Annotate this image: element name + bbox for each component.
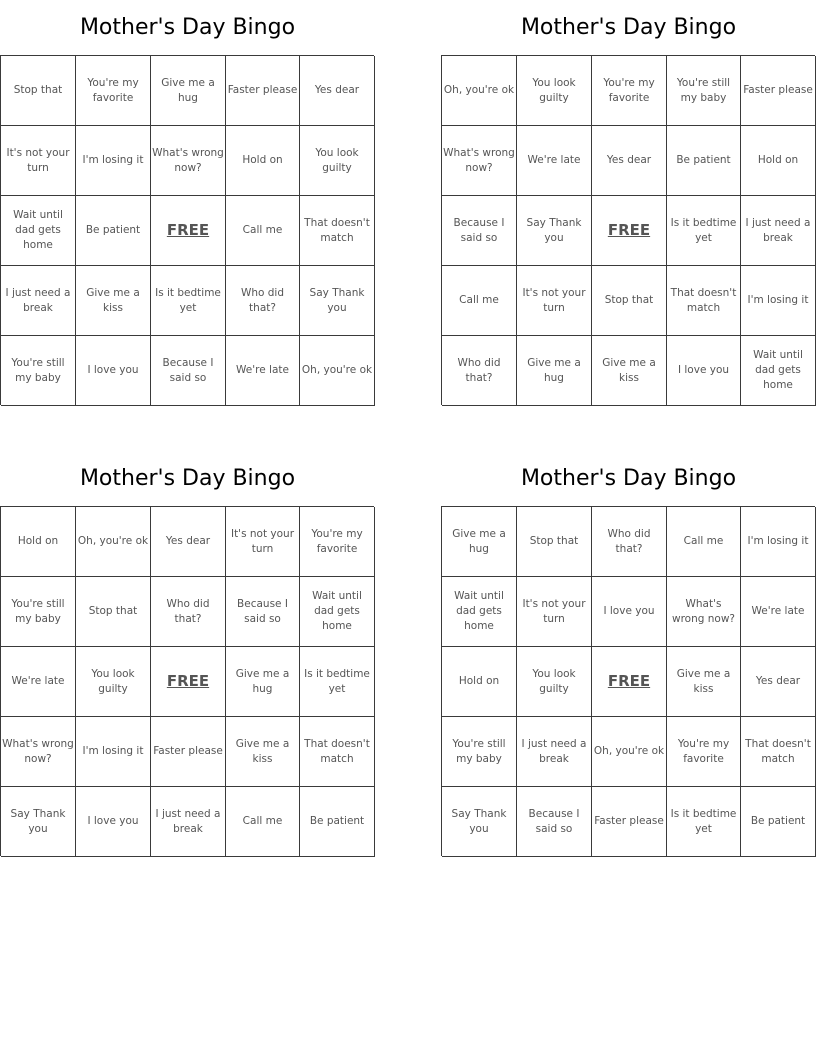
bingo-cell: Hold on	[226, 126, 300, 196]
bingo-cell: Give me a hug	[151, 56, 226, 126]
bingo-cell: You're still my baby	[1, 577, 76, 647]
bingo-cell: Hold on	[741, 126, 816, 196]
bingo-cell: Give me a hug	[226, 647, 300, 717]
bingo-cell: I love you	[667, 336, 741, 406]
bingo-cell: Wait until dad gets home	[1, 196, 76, 266]
bingo-cell: We're late	[226, 336, 300, 406]
bingo-cell: It's not your turn	[1, 126, 76, 196]
bingo-cell: Wait until dad gets home	[442, 577, 517, 647]
bingo-cell: I'm losing it	[76, 126, 151, 196]
bingo-cell: That doesn't match	[300, 717, 375, 787]
bingo-cell: It's not your turn	[226, 507, 300, 577]
bingo-cell: Yes dear	[741, 647, 816, 717]
bingo-cell: Who did that?	[151, 577, 226, 647]
bingo-cell: What's wrong now?	[442, 126, 517, 196]
bingo-cell: Hold on	[442, 647, 517, 717]
bingo-cell: Stop that	[1, 56, 76, 126]
bingo-cell: Faster please	[741, 56, 816, 126]
bingo-cell: I love you	[76, 336, 151, 406]
bingo-cell: Give me a kiss	[667, 647, 741, 717]
bingo-cell: Because I said so	[517, 787, 592, 857]
bingo-cell: I just need a break	[1, 266, 76, 336]
bingo-cell: I'm losing it	[76, 717, 151, 787]
bingo-cell: Call me	[226, 787, 300, 857]
bingo-cell: Because I said so	[226, 577, 300, 647]
bingo-grid	[441, 506, 815, 856]
bingo-cell: Say Thank you	[300, 266, 375, 336]
bingo-cell: Oh, you're ok	[300, 336, 375, 406]
bingo-cell: Is it bedtime yet	[300, 647, 375, 717]
bingo-cell: Be patient	[76, 196, 151, 266]
bingo-cell: Oh, you're ok	[592, 717, 667, 787]
bingo-cell: Call me	[226, 196, 300, 266]
bingo-cell: I love you	[76, 787, 151, 857]
bingo-cell: Yes dear	[151, 507, 226, 577]
bingo-cell: That doesn't match	[667, 266, 741, 336]
card-title: Mother's Day Bingo	[520, 15, 737, 40]
bingo-cell: Hold on	[1, 507, 76, 577]
free-space: FREE	[592, 647, 667, 717]
bingo-cell: Stop that	[592, 266, 667, 336]
bingo-cell: Yes dear	[592, 126, 667, 196]
bingo-cell: Say Thank you	[442, 787, 517, 857]
bingo-cell: That doesn't match	[741, 717, 816, 787]
bingo-cell: What's wrong now?	[151, 126, 226, 196]
free-space: FREE	[592, 196, 667, 266]
bingo-cell: It's not your turn	[517, 266, 592, 336]
bingo-cell: Say Thank you	[517, 196, 592, 266]
bingo-cell: Wait until dad gets home	[741, 336, 816, 406]
bingo-cell: We're late	[741, 577, 816, 647]
bingo-cell: Say Thank you	[1, 787, 76, 857]
bingo-cell: Oh, you're ok	[76, 507, 151, 577]
bingo-cell: Be patient	[667, 126, 741, 196]
bingo-cell: We're late	[1, 647, 76, 717]
bingo-cell: Faster please	[592, 787, 667, 857]
bingo-cell: You look guilty	[300, 126, 375, 196]
card-title: Mother's Day Bingo	[79, 466, 296, 491]
bingo-cell: What's wrong now?	[667, 577, 741, 647]
bingo-cell: Yes dear	[300, 56, 375, 126]
bingo-cell: Is it bedtime yet	[667, 196, 741, 266]
bingo-cell: Who did that?	[226, 266, 300, 336]
bingo-cell: You're my favorite	[76, 56, 151, 126]
bingo-cell: Faster please	[226, 56, 300, 126]
bingo-cell: Call me	[442, 266, 517, 336]
bingo-cell: Give me a kiss	[592, 336, 667, 406]
bingo-cell: You look guilty	[76, 647, 151, 717]
bingo-cell: I love you	[592, 577, 667, 647]
bingo-cell: Give me a hug	[442, 507, 517, 577]
bingo-cell: Be patient	[300, 787, 375, 857]
bingo-cell: Is it bedtime yet	[151, 266, 226, 336]
bingo-cell: You're still my baby	[442, 717, 517, 787]
bingo-cell: Oh, you're ok	[442, 56, 517, 126]
free-space: FREE	[151, 647, 226, 717]
bingo-cell: I just need a break	[741, 196, 816, 266]
bingo-cell: You're my favorite	[592, 56, 667, 126]
bingo-cell: We're late	[517, 126, 592, 196]
bingo-cell: Call me	[667, 507, 741, 577]
card-title: Mother's Day Bingo	[520, 466, 737, 491]
bingo-cell: You look guilty	[517, 56, 592, 126]
bingo-cell: You're still my baby	[1, 336, 76, 406]
bingo-cell: I just need a break	[517, 717, 592, 787]
bingo-cell: You're still my baby	[667, 56, 741, 126]
bingo-cell: It's not your turn	[517, 577, 592, 647]
bingo-grid	[0, 506, 374, 856]
bingo-cell: Stop that	[76, 577, 151, 647]
bingo-cell: Who did that?	[592, 507, 667, 577]
bingo-cell: Who did that?	[442, 336, 517, 406]
bingo-cell: Because I said so	[442, 196, 517, 266]
bingo-cell: I'm losing it	[741, 507, 816, 577]
bingo-cell: Faster please	[151, 717, 226, 787]
bingo-cell: What's wrong now?	[1, 717, 76, 787]
free-space: FREE	[151, 196, 226, 266]
card-title: Mother's Day Bingo	[79, 15, 296, 40]
bingo-cell: Because I said so	[151, 336, 226, 406]
bingo-cell: That doesn't match	[300, 196, 375, 266]
bingo-cell: Be patient	[741, 787, 816, 857]
bingo-cell: You're my favorite	[667, 717, 741, 787]
bingo-grid	[441, 55, 815, 405]
bingo-grid	[0, 55, 374, 405]
bingo-cell: You look guilty	[517, 647, 592, 717]
bingo-cell: Is it bedtime yet	[667, 787, 741, 857]
bingo-cell: You're my favorite	[300, 507, 375, 577]
bingo-cell: Give me a kiss	[226, 717, 300, 787]
bingo-cell: Give me a kiss	[76, 266, 151, 336]
bingo-cell: Stop that	[517, 507, 592, 577]
bingo-cell: Give me a hug	[517, 336, 592, 406]
bingo-cell: I'm losing it	[741, 266, 816, 336]
bingo-cell: Wait until dad gets home	[300, 577, 375, 647]
bingo-cell: I just need a break	[151, 787, 226, 857]
